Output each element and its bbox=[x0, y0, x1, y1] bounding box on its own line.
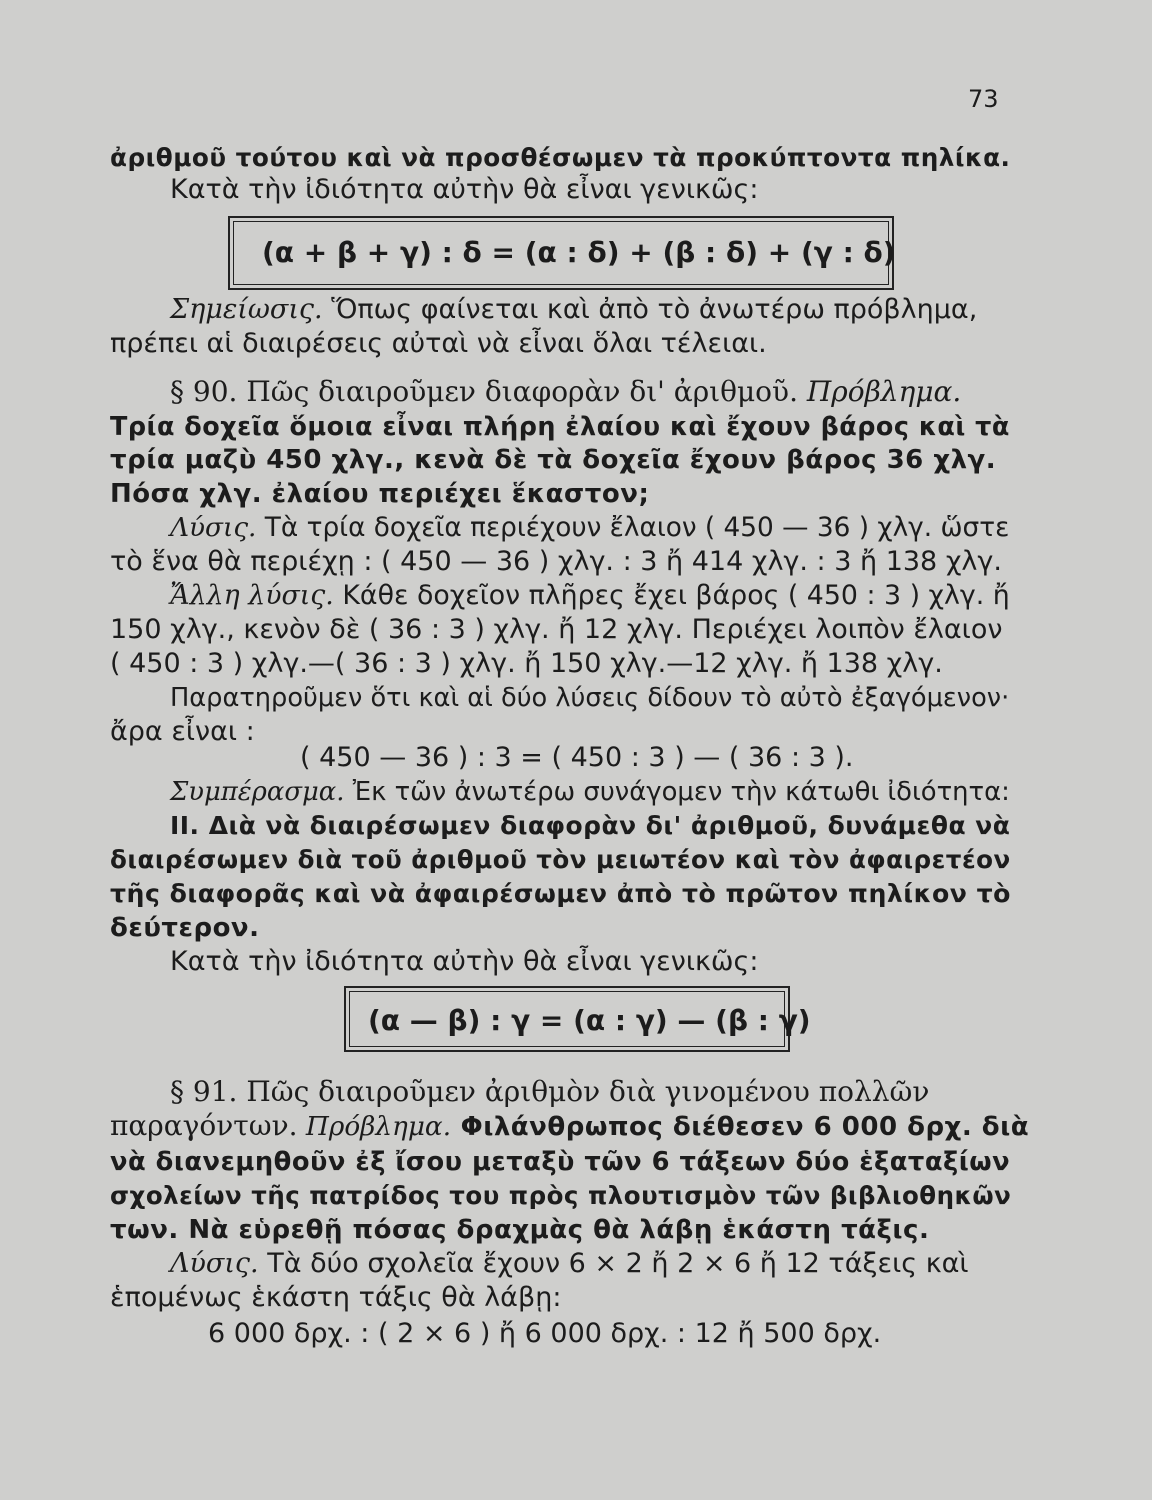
text-line: ἀριθμοῦ τούτου καὶ νὰ προσθέσωμεν τὰ προκύπτοντα πηλίκα. bbox=[110, 143, 1011, 172]
conclusion-line bbox=[170, 774, 1010, 810]
conclusion-label: Συμπέρασμα. bbox=[170, 777, 345, 807]
note-line bbox=[170, 292, 977, 328]
conclusion-text: Ἐκ τῶν ἀνωτέρω συνάγομεν τὴν κάτωθι ἰδιότητα: bbox=[344, 777, 1010, 807]
page-number: 73 bbox=[968, 85, 999, 113]
solution-line bbox=[170, 1246, 969, 1282]
section-90-heading bbox=[170, 374, 961, 410]
text-line: ( 450 : 3 ) χλγ.—( 36 : 3 ) χλγ. ἤ 150 χλγ.—12 χλγ. ἤ 138 χλγ. bbox=[110, 648, 943, 679]
solution-label: Λύσις. bbox=[170, 513, 257, 543]
problem-label: Πρόβλημα. bbox=[797, 375, 962, 408]
alt-solution-line bbox=[170, 578, 1010, 614]
rule-line: τῆς διαφορᾶς καὶ νὰ ἀφαιρέσωμεν ἀπὸ τὸ πρῶτον πηλίκον τὸ bbox=[110, 879, 1011, 908]
rule-line: II. Διὰ νὰ διαιρέσωμεν διαφορὰν δι' ἀριθμοῦ, δυνάμεθα νὰ bbox=[170, 811, 1011, 840]
section-91-heading-continued bbox=[110, 1108, 1029, 1145]
problem-line: σχολείων τῆς πατρίδος του πρὸς πλουτισμὸν τῶν βιβλιοθηκῶν bbox=[110, 1181, 1012, 1210]
problem-line: νὰ διανεμηθοῦν ἐξ ἴσου μεταξὺ τῶν 6 τάξεων δύο ἑξαταξίων bbox=[110, 1147, 1011, 1177]
problem-line: των. Νὰ εὑρεθῇ πόσας δραχμὰς θὰ λάβῃ ἑκάστη τάξις. bbox=[110, 1215, 930, 1245]
text-line: 150 χλγ., κενὸν δὲ ( 36 : 3 ) χλγ. ἤ 12 χλγ. Περιέχει λοιπὸν ἔλαιον bbox=[110, 614, 1003, 645]
solution-line bbox=[170, 510, 1009, 546]
section-title: § 90. Πῶς διαιροῦμεν διαφορὰν δι' ἀριθμοῦ. bbox=[170, 375, 798, 408]
text-line: τὸ ἕνα θὰ περιέχῃ : ( 450 — 36 ) χλγ. : 3 ἤ 414 χλγ. : 3 ἤ 138 χλγ. bbox=[110, 546, 1002, 577]
rule-line: δεύτερον. bbox=[110, 913, 260, 943]
problem-line: τρία μαζὺ 450 χλγ., κενὰ δὲ τὰ δοχεῖα ἔχουν βάρος 36 χλγ. bbox=[110, 445, 997, 475]
section-91-heading: § 91. Πῶς διαιροῦμεν ἀριθμὸν διὰ γινομένου πολλῶν bbox=[170, 1075, 930, 1108]
alt-solution-label: Ἄλλη λύσις. bbox=[170, 580, 334, 611]
text-line: Παρατηροῦμεν ὅτι καὶ αἱ δύο λύσεις δίδουν τὸ αὐτὸ ἐξαγόμενον· bbox=[170, 683, 1010, 713]
text-line: ἄρα εἶναι : bbox=[110, 716, 255, 747]
solution-text: Τὰ δύο σχολεῖα ἔχουν 6 × 2 ἤ 2 × 6 ἤ 12 τάξεις καὶ bbox=[258, 1248, 969, 1279]
note-label: Σημείωσις. bbox=[170, 294, 323, 325]
equation-line: ( 450 — 36 ) : 3 = ( 450 : 3 ) — ( 36 : 3 ). bbox=[300, 742, 854, 773]
problem-line: Πόσα χλγ. ἐλαίου περιέχει ἕκαστον; bbox=[110, 479, 650, 509]
problem-label: Πρόβλημα. bbox=[297, 1112, 452, 1142]
solution-text: Τὰ τρία δοχεῖα περιέχουν ἔλαιον ( 450 — 36 ) χλγ. ὥστε bbox=[256, 513, 1010, 543]
formula-division-of-difference: (α — β) : γ = (α : γ) — (β : γ) bbox=[368, 1004, 811, 1037]
text-line: ἑπομένως ἑκάστη τάξις θὰ λάβῃ: bbox=[110, 1282, 562, 1313]
alt-solution-text: Κάθε δοχεῖον πλῆρες ἔχει βάρος ( 450 : 3 ) χλγ. ἤ bbox=[333, 580, 1010, 611]
text-line: πρέπει αἱ διαιρέσεις αὐταὶ νὰ εἶναι ὅλαι τέλειαι. bbox=[110, 328, 767, 359]
problem-text: Φιλάνθρωπος διέθεσεν 6 000 δρχ. διὰ bbox=[451, 1112, 1030, 1142]
solution-label: Λύσις. bbox=[170, 1248, 259, 1279]
text-line: Κατὰ τὴν ἰδιότητα αὐτὴν θὰ εἶναι γενικῶς: bbox=[170, 946, 759, 977]
equation-line: 6 000 δρχ. : ( 2 × 6 ) ἤ 6 000 δρχ. : 12 ἤ 500 δρχ. bbox=[208, 1318, 882, 1349]
problem-line: Τρία δοχεῖα ὅμοια εἶναι πλήρη ἐλαίου καὶ ἔχουν βάρος καὶ τὰ bbox=[110, 411, 1010, 441]
text-line: Κατὰ τὴν ἰδιότητα αὐτὴν θὰ εἶναι γενικῶς: bbox=[170, 174, 759, 205]
note-text: Ὅπως φαίνεται καὶ ἀπὸ τὸ ἀνωτέρω πρόβλημα, bbox=[322, 294, 978, 325]
section-title: παραγόντων. bbox=[110, 1109, 298, 1142]
formula-division-of-sum: (α + β + γ) : δ = (α : δ) + (β : δ) + (γ : δ) bbox=[262, 236, 896, 269]
rule-line: διαιρέσωμεν διὰ τοῦ ἀριθμοῦ τὸν μειωτέον καὶ τὸν ἀφαιρετέον bbox=[110, 845, 1011, 874]
